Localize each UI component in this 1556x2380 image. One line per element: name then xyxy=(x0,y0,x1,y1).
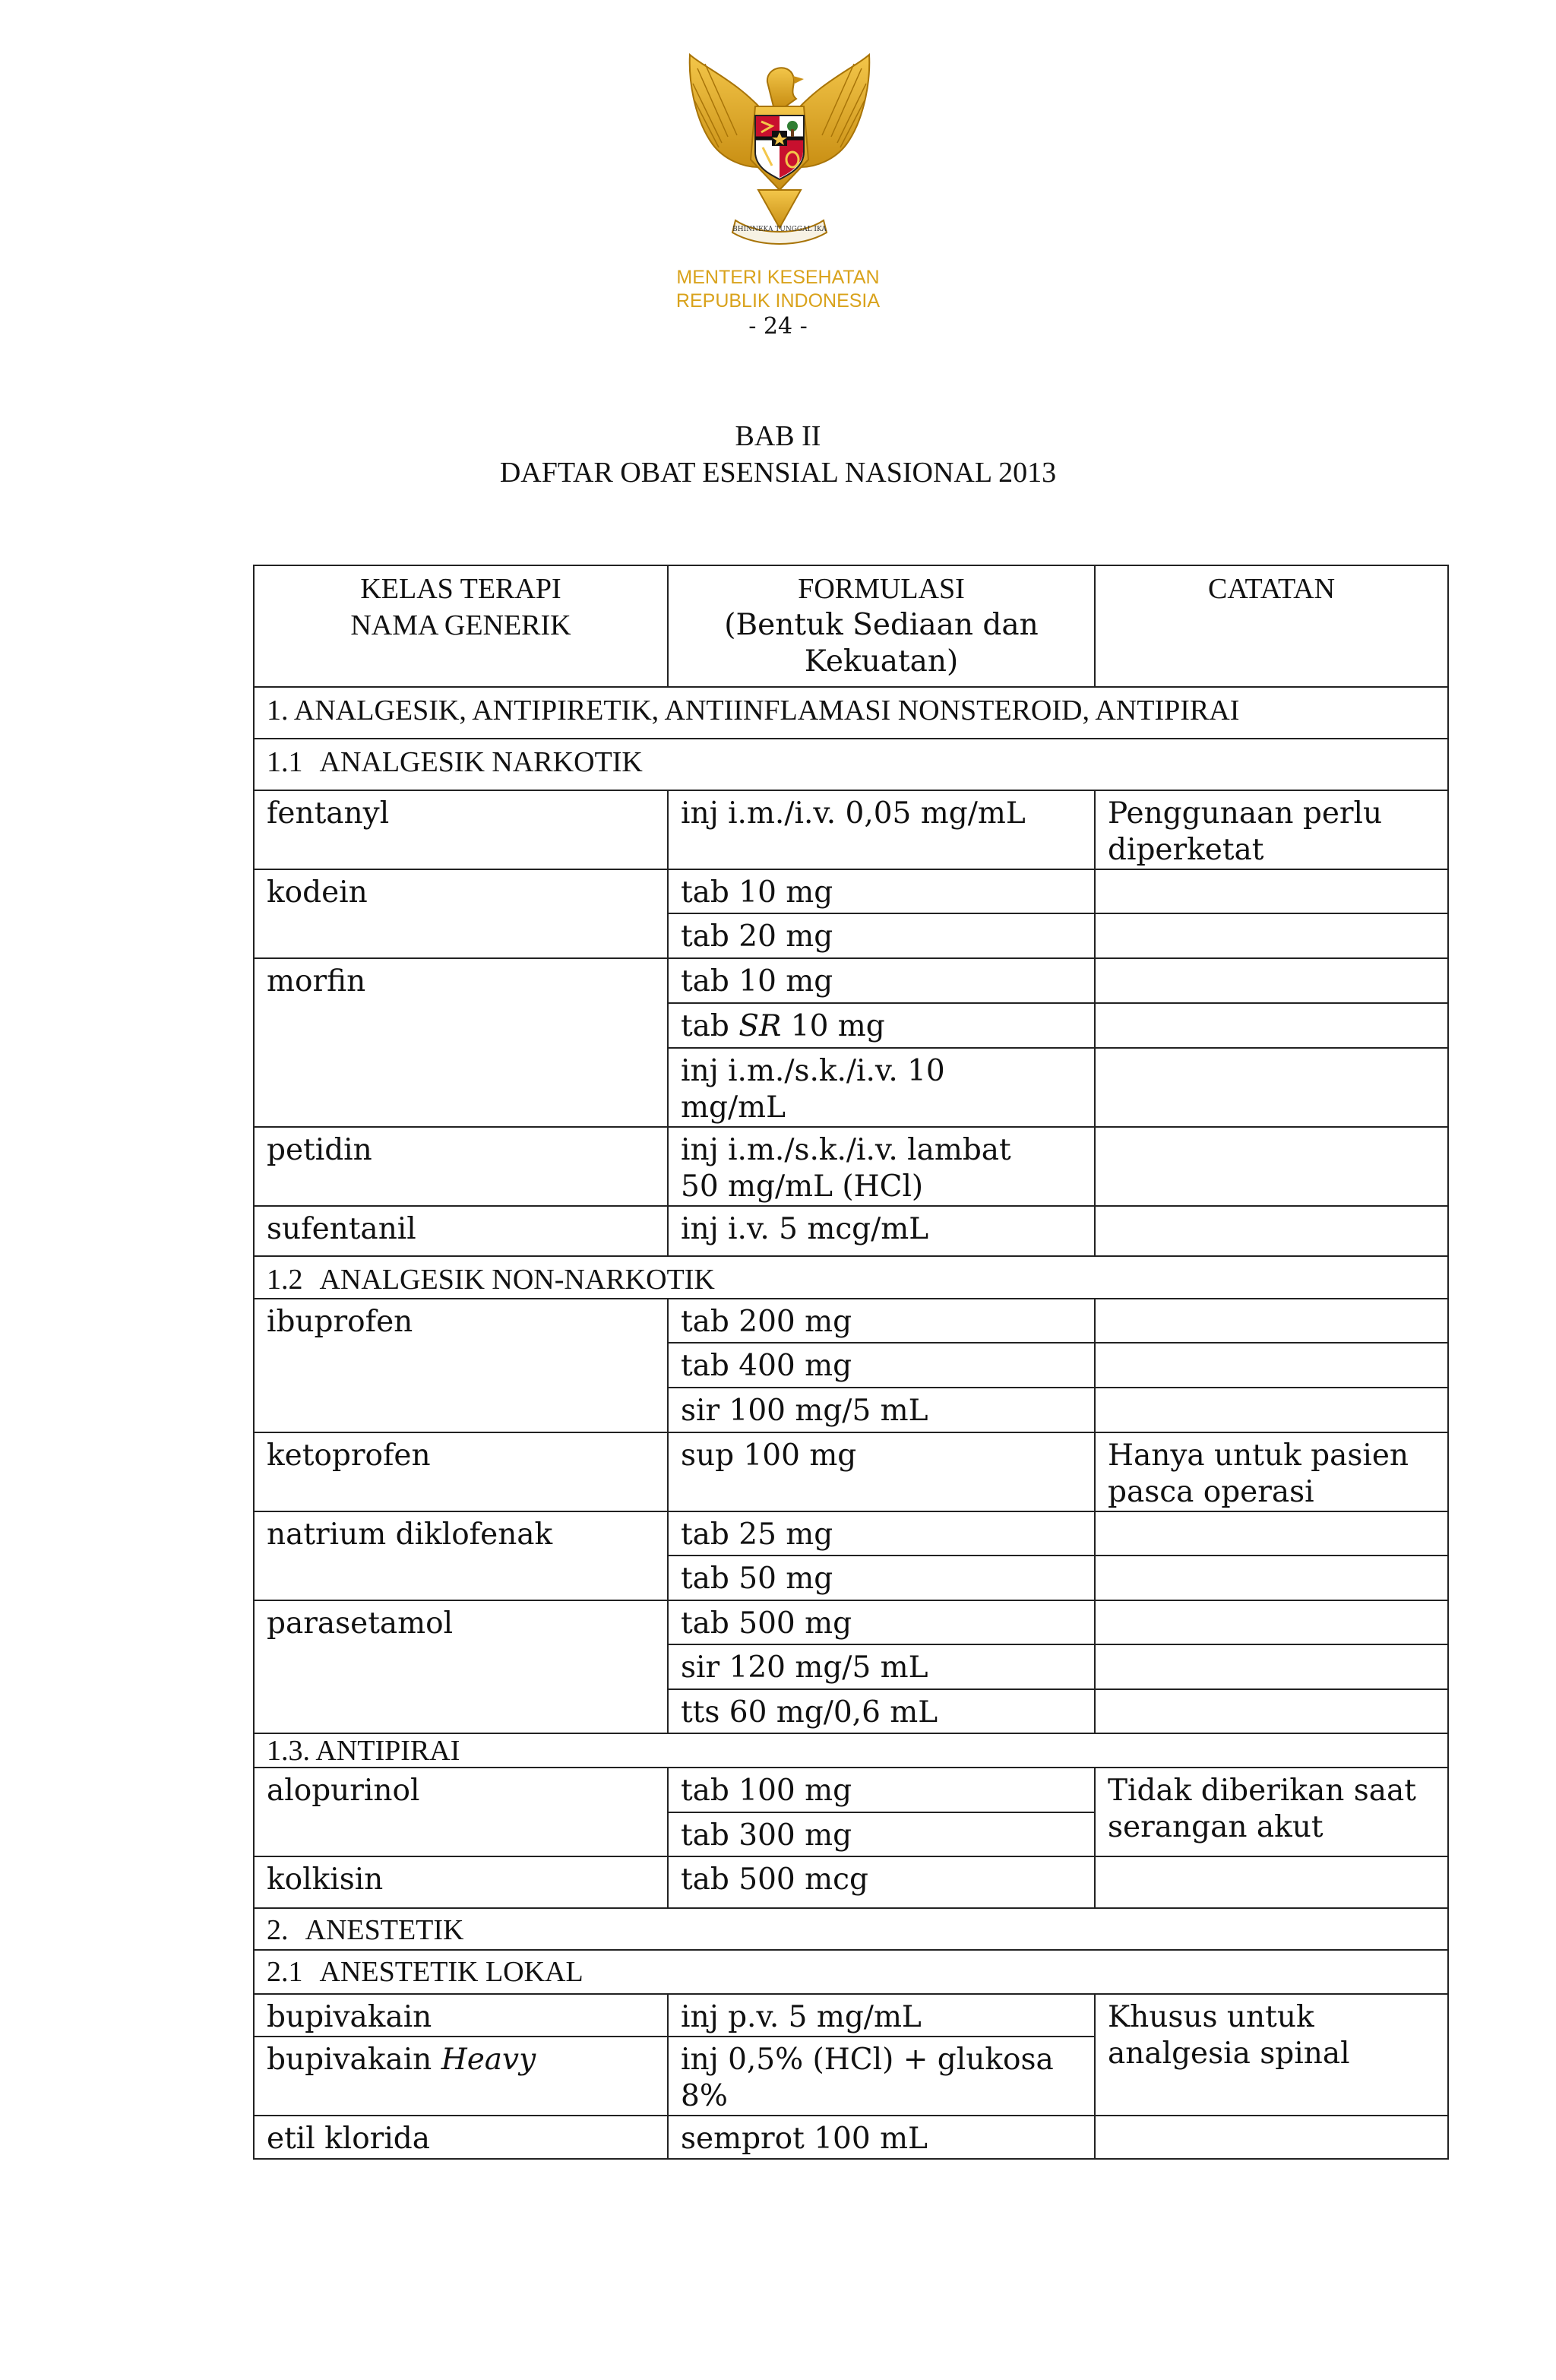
note xyxy=(1095,1600,1448,1644)
table-row xyxy=(254,1432,1448,1511)
section-heading: 1.1 ANALGESIK NARKOTIK xyxy=(254,739,1448,790)
formulation: sir 120 mg/5 mL xyxy=(668,1644,1095,1689)
chapter-title: BAB II xyxy=(735,420,821,452)
formulation: semprot 100 mL xyxy=(668,2116,1095,2159)
note xyxy=(1095,1856,1448,1908)
table-row xyxy=(254,869,1448,913)
formulation: tab 10 mg xyxy=(668,958,1095,1003)
formulation: tab 100 mg xyxy=(668,1768,1095,1812)
document-title: DAFTAR OBAT ESENSIAL NASIONAL 2013 xyxy=(499,457,1057,489)
header-formulasi: FORMULASI (Bentuk Sediaan dan Kekuatan) xyxy=(668,565,1095,687)
formulation: tab 500 mcg xyxy=(668,1856,1095,1908)
section-row xyxy=(254,1256,1448,1299)
table-row xyxy=(254,2116,1448,2159)
section-row xyxy=(254,1950,1448,1994)
garuda-pancasila-emblem xyxy=(682,53,877,258)
formulation: inj i.v. 5 mcg/mL xyxy=(668,1206,1095,1256)
formulation: tab 50 mg xyxy=(668,1556,1095,1600)
section-heading: 1. ANALGESIK, ANTIPIRETIK, ANTIINFLAMASI NONSTEROID, ANTIPIRAI xyxy=(254,687,1448,739)
ministry-name-line2: REPUBLIK INDONESIA xyxy=(675,290,881,312)
note xyxy=(1095,1388,1448,1432)
note: Hanya untuk pasien pasca operasi xyxy=(1095,1432,1448,1511)
table-row xyxy=(254,1856,1448,1908)
formulation: tab 300 mg xyxy=(668,1812,1095,1856)
table-row xyxy=(254,1127,1448,1206)
note xyxy=(1095,1048,1448,1127)
note: Penggunaan perlu diperketat xyxy=(1095,790,1448,869)
note xyxy=(1095,1003,1448,1048)
section-row xyxy=(254,687,1448,739)
section-heading: 2. ANESTETIK xyxy=(254,1908,1448,1950)
note: Khusus untuk analgesia spinal xyxy=(1095,1994,1448,2116)
formulation: tts 60 mg/0,6 mL xyxy=(668,1689,1095,1733)
note xyxy=(1095,958,1448,1003)
generic-name: kolkisin xyxy=(254,1856,668,1908)
essential-medicines-table xyxy=(253,565,1449,2160)
note xyxy=(1095,1206,1448,1256)
formulation: tab 25 mg xyxy=(668,1511,1095,1556)
note xyxy=(1095,1644,1448,1689)
ministry-name-line1: MENTERI KESEHATAN xyxy=(676,267,880,288)
section-row xyxy=(254,1908,1448,1950)
table-row xyxy=(254,790,1448,869)
note xyxy=(1095,2116,1448,2159)
table-row xyxy=(254,1299,1448,1343)
header-catatan: CATATAN xyxy=(1095,565,1448,687)
formulation: sup 100 mg xyxy=(668,1432,1095,1511)
section-heading: 1.2 ANALGESIK NON-NARKOTIK xyxy=(254,1256,1448,1299)
formulation: tab SR 10 mg xyxy=(668,1003,1095,1048)
formulation: inj i.m./s.k./i.v. 10 mg/mL xyxy=(668,1048,1095,1127)
formulation: tab 500 mg xyxy=(668,1600,1095,1644)
table-row xyxy=(254,1511,1448,1556)
generic-name: bupivakain Heavy xyxy=(254,2037,668,2116)
generic-name: natrium diklofenak xyxy=(254,1511,668,1600)
formulation: inj i.m./i.v. 0,05 mg/mL xyxy=(668,790,1095,869)
table-row xyxy=(254,1206,1448,1256)
formulation: tab 200 mg xyxy=(668,1299,1095,1343)
table-row xyxy=(254,1994,1448,2037)
generic-name: bupivakain xyxy=(254,1994,668,2037)
generic-name: kodein xyxy=(254,869,668,958)
note: Tidak diberikan saat serangan akut xyxy=(1095,1768,1448,1856)
note xyxy=(1095,1689,1448,1733)
formulation: tab 400 mg xyxy=(668,1343,1095,1388)
section-row xyxy=(254,1733,1448,1768)
table-row xyxy=(254,1768,1448,1812)
generic-name: alopurinol xyxy=(254,1768,668,1856)
note xyxy=(1095,869,1448,913)
header-kelas-terapi: KELAS TERAPI NAMA GENERIK xyxy=(254,565,668,687)
generic-name: ketoprofen xyxy=(254,1432,668,1511)
note xyxy=(1095,1511,1448,1556)
generic-name: ibuprofen xyxy=(254,1299,668,1432)
formulation: tab 20 mg xyxy=(668,913,1095,958)
formulation: inj 0,5% (HCl) + glukosa 8% xyxy=(668,2037,1095,2116)
table-row xyxy=(254,1600,1448,1644)
generic-name: morfin xyxy=(254,958,668,1127)
note xyxy=(1095,1299,1448,1343)
table-header-row xyxy=(254,565,1448,687)
note xyxy=(1095,1556,1448,1600)
section-heading: 2.1 ANESTETIK LOKAL xyxy=(254,1950,1448,1994)
generic-name: parasetamol xyxy=(254,1600,668,1733)
page-number: - 24 - xyxy=(748,313,808,340)
generic-name: fentanyl xyxy=(254,790,668,869)
generic-name: petidin xyxy=(254,1127,668,1206)
generic-name: sufentanil xyxy=(254,1206,668,1256)
generic-name: etil klorida xyxy=(254,2116,668,2159)
section-row xyxy=(254,739,1448,790)
note xyxy=(1095,913,1448,958)
formulation: inj i.m./s.k./i.v. lambat 50 mg/mL (HCl) xyxy=(668,1127,1095,1206)
note xyxy=(1095,1343,1448,1388)
formulation: sir 100 mg/5 mL xyxy=(668,1388,1095,1432)
formulation: tab 10 mg xyxy=(668,869,1095,913)
formulation: inj p.v. 5 mg/mL xyxy=(668,1994,1095,2037)
motto-text: BHINNEKA TUNGGAL IKA xyxy=(732,226,827,233)
table-row xyxy=(254,958,1448,1003)
note xyxy=(1095,1127,1448,1206)
section-heading: 1.3. ANTIPIRAI xyxy=(254,1733,1448,1768)
